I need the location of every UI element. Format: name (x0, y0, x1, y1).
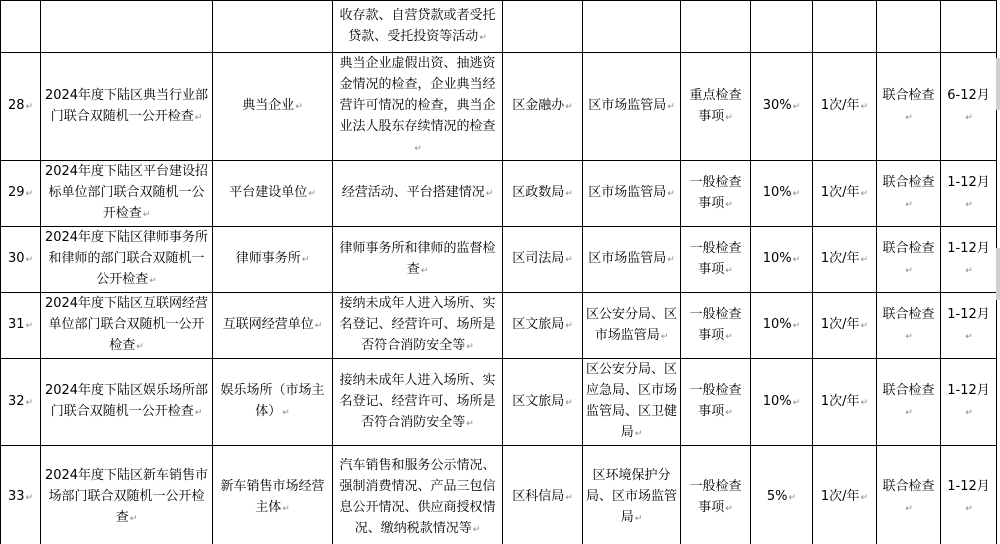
cell-target (213, 1, 333, 53)
cell-content: 接纳未成年人进入场所、实名登记、经营许可、场所是否符合消防安全等↵ (333, 359, 503, 446)
cell-title: 2024年度下陆区新车销售市场部门联合双随机一公开检查↵ (41, 446, 213, 544)
cell-target: 平台建设单位↵ (213, 161, 333, 227)
cell-lead: 区金融办↵ (503, 53, 583, 161)
cell-type: 一般检查事项↵ (681, 161, 751, 227)
cell-target: 新车销售市场经营主体↵ (213, 446, 333, 544)
cell-method: 联合检查↵ (877, 446, 941, 544)
cell-coop: 区环境保护分局、区市场监管局↵ (583, 446, 681, 544)
cell-title: 2024年度下陆区娱乐场所部门联合双随机一公开检查↵ (41, 359, 213, 446)
cell-lead: 区政数局↵ (503, 161, 583, 227)
cell-ratio: 10%↵ (751, 359, 813, 446)
cell-ratio (751, 1, 813, 53)
cell-ratio: 10%↵ (751, 227, 813, 293)
table-row (1, 359, 997, 446)
cell-freq: 1次/年↵ (813, 446, 877, 544)
cell-coop: 区市场监管局↵ (583, 161, 681, 227)
table-row (1, 227, 997, 293)
cell-method: 联合检查↵ (877, 293, 941, 359)
cell-ratio: 30%↵ (751, 53, 813, 161)
cell-lead (503, 1, 583, 53)
cell-period: 1-12月↵ (941, 446, 997, 544)
cell-coop (583, 1, 681, 53)
cell-freq (813, 1, 877, 53)
cell-seq (1, 1, 41, 53)
cell-seq: 29↵ (1, 161, 41, 227)
cell-type: 重点检查事项↵ (681, 53, 751, 161)
cell-title: 2024年度下陆区互联网经营单位部门联合双随机一公开检查↵ (41, 293, 213, 359)
cell-coop: 区市场监管局↵ (583, 53, 681, 161)
cell-seq: 30↵ (1, 227, 41, 293)
cell-period: 1-12月↵ (941, 227, 997, 293)
cell-method (877, 1, 941, 53)
cell-title: 2024年度下陆区典当行业部门联合双随机一公开检查↵ (41, 53, 213, 161)
cell-seq: 32↵ (1, 359, 41, 446)
cell-content: 典当企业虚假出资、抽逃资金情况的检查，企业典当经营许可情况的检查，典当企业法人股东存续情况的检查↵ (333, 53, 503, 161)
cell-period: 1-12月↵ (941, 359, 997, 446)
table-row (1, 293, 997, 359)
cell-title: 2024年度下陆区律师事务所和律师的部门联合双随机一公开检查↵ (41, 227, 213, 293)
cell-lead: 区科信局↵ (503, 446, 583, 544)
scrollbar-segment[interactable] (996, 58, 1000, 110)
cell-content: 收存款、自营贷款或者受托贷款、受托投资等活动↵ (333, 1, 503, 53)
cell-target: 娱乐场所（市场主体）↵ (213, 359, 333, 446)
cell-method: 联合检查↵ (877, 53, 941, 161)
cell-target: 律师事务所↵ (213, 227, 333, 293)
cell-lead: 区文旅局↵ (503, 359, 583, 446)
cell-ratio: 10%↵ (751, 161, 813, 227)
cell-period (941, 1, 997, 53)
cell-ratio: 10%↵ (751, 293, 813, 359)
cell-coop: 区公安分局、区市场监管局↵ (583, 293, 681, 359)
table-row (1, 53, 997, 161)
cell-content: 经营活动、平台搭建情况↵ (333, 161, 503, 227)
cell-method: 联合检查↵ (877, 359, 941, 446)
cell-seq: 33↵ (1, 446, 41, 544)
cell-target: 典当企业↵ (213, 53, 333, 161)
cell-period: 1-12月↵ (941, 161, 997, 227)
cell-target: 互联网经营单位↵ (213, 293, 333, 359)
cell-lead: 区司法局↵ (503, 227, 583, 293)
cell-method: 联合检查↵ (877, 161, 941, 227)
cell-type: 一般检查事项↵ (681, 227, 751, 293)
cell-seq: 31↵ (1, 293, 41, 359)
cell-coop: 区市场监管局↵ (583, 227, 681, 293)
table-row (1, 1, 997, 53)
cell-freq: 1次/年↵ (813, 161, 877, 227)
cell-type (681, 1, 751, 53)
cell-period: 1-12月↵ (941, 293, 997, 359)
cell-lead: 区文旅局↵ (503, 293, 583, 359)
cell-ratio: 5%↵ (751, 446, 813, 544)
cell-coop: 区公安分局、区应急局、区市场监管局、区卫健局↵ (583, 359, 681, 446)
table-row (1, 446, 997, 544)
cell-type: 一般检查事项↵ (681, 293, 751, 359)
cell-freq: 1次/年↵ (813, 227, 877, 293)
cell-type: 一般检查事项↵ (681, 359, 751, 446)
cell-method: 联合检查↵ (877, 227, 941, 293)
cell-freq: 1次/年↵ (813, 359, 877, 446)
cell-seq: 28↵ (1, 53, 41, 161)
cell-content: 律师事务所和律师的监督检查↵ (333, 227, 503, 293)
cell-title: 2024年度下陆区平台建设招标单位部门联合双随机一公开检查↵ (41, 161, 213, 227)
cell-freq: 1次/年↵ (813, 293, 877, 359)
cell-content: 汽车销售和服务公示情况、强制消费情况、产品三包信息公开情况、供应商授权情况、缴纳税款情况等↵ (333, 446, 503, 544)
cell-period: 6-12月↵ (941, 53, 997, 161)
cell-freq: 1次/年↵ (813, 53, 877, 161)
cell-type: 一般检查事项↵ (681, 446, 751, 544)
cell-title (41, 1, 213, 53)
scrollbar-segment[interactable] (996, 248, 1000, 300)
table-row (1, 161, 997, 227)
cell-content: 接纳未成年人进入场所、实名登记、经营许可、场所是否符合消防安全等↵ (333, 293, 503, 359)
